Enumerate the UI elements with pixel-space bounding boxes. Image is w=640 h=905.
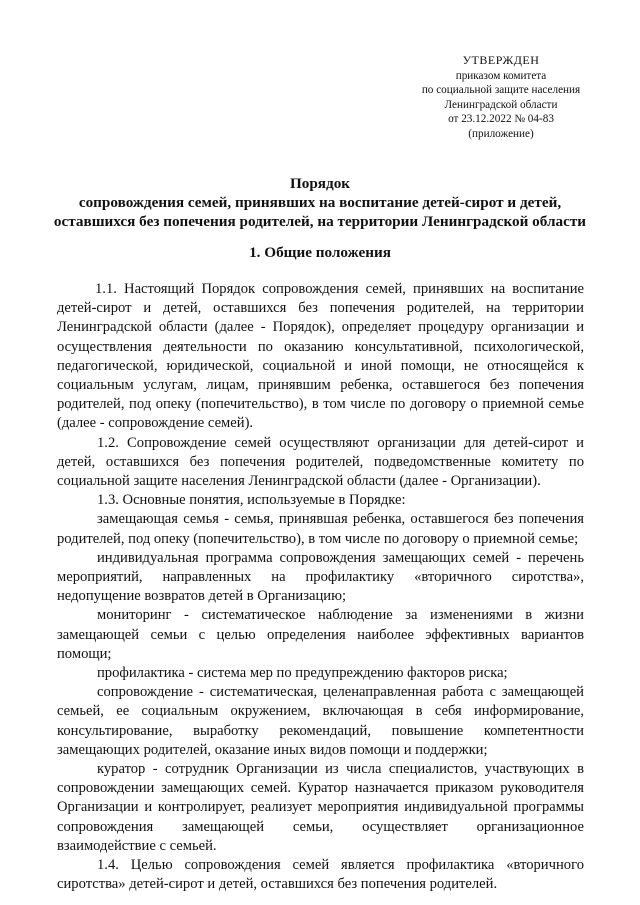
approval-heading: УТВЕРЖДЕН	[462, 53, 540, 67]
paragraph: замещающая семья - семья, принявшая ребенка, оставшегося без попечения родителей, под опеку (попечительство), в том числе по договору о приемной семье;	[57, 511, 584, 547]
paragraph: 1.4. Целью сопровождения семей является профилактика «вторичного сиротства» детей-сирот и детей, оставшихся без попечения родителей.	[57, 857, 584, 893]
paragraph: сопровождение - систематическая, целенаправленная работа с замещающей семьей, ее социальным окружением, включающая в себя информирование, консультирование, выработку рекомендаций, повышение компетентности замещающих родителей, оказание иных видов помощи и поддержки;	[57, 684, 584, 758]
paragraph: индивидуальная программа сопровождения замещающих семей - перечень мероприятий, направленных на профилактику «вторичного сиротства», недопущение возвратов детей в Организацию;	[57, 549, 584, 605]
document-body	[57, 280, 584, 895]
title-line: оставшихся без попечения родителей, на территории Ленинградской области	[53, 213, 587, 230]
approval-line: приказом комитета	[455, 69, 547, 82]
approval-stamp-block	[416, 53, 586, 142]
approval-line: по социальной защите населения	[421, 84, 581, 97]
paragraph: 1.1. Настоящий Порядок сопровождения семей, принявших на воспитание детей-сирот и детей, оставшихся без попечения родителей, на территории Ленинградской области (далее - Порядок), определяет процедуру организации и осуществления деятельности по оказанию консультативной, психологической, педагогической, юридической, социальной и иной помощи, не относящейся к социальным услугам, лицам, принявшим ребенка, оставшегося без попечения родителей, под опеку (попечительство), в том числе по договору о приемной семье (далее - сопровождение семей).	[57, 281, 584, 432]
paragraph: профилактика - система мер по предупреждению факторов риска;	[97, 665, 508, 682]
section-heading: 1. Общие положения	[249, 244, 391, 261]
title-line: сопровождения семей, принявших на воспитание детей-сирот и детей,	[78, 194, 562, 211]
document-title	[40, 174, 600, 231]
paragraph: 1.2. Сопровождение семей осуществляют организации для детей-сирот и детей, оставшихся без попечения родителей, подведомственные комитету по социальной защите населения Ленинградской области (далее - Организации).	[57, 434, 584, 490]
approval-line: (приложение)	[468, 127, 534, 140]
paragraph: 1.3. Основные понятия, используемые в Порядке:	[97, 492, 406, 509]
approval-line: от 23.12.2022 № 04-83	[448, 113, 554, 126]
title-line: Порядок	[289, 175, 351, 192]
paragraph: мониторинг - систематическое наблюдение за изменениями в жизни замещающей семьи с целью определения наиболее эффективных вариантов помощи;	[57, 607, 584, 662]
approval-line: Ленинградской области	[444, 98, 558, 111]
paragraph: куратор - сотрудник Организации из числа специалистов, участвующих в сопровождении замещающих семей. Куратор назначается приказом руководителя Организации и контролирует, реализует мероприятия индивидуальной программы сопровождения замещающей семьи, осуществляет организационное взаимодействие с семьей.	[57, 761, 584, 854]
